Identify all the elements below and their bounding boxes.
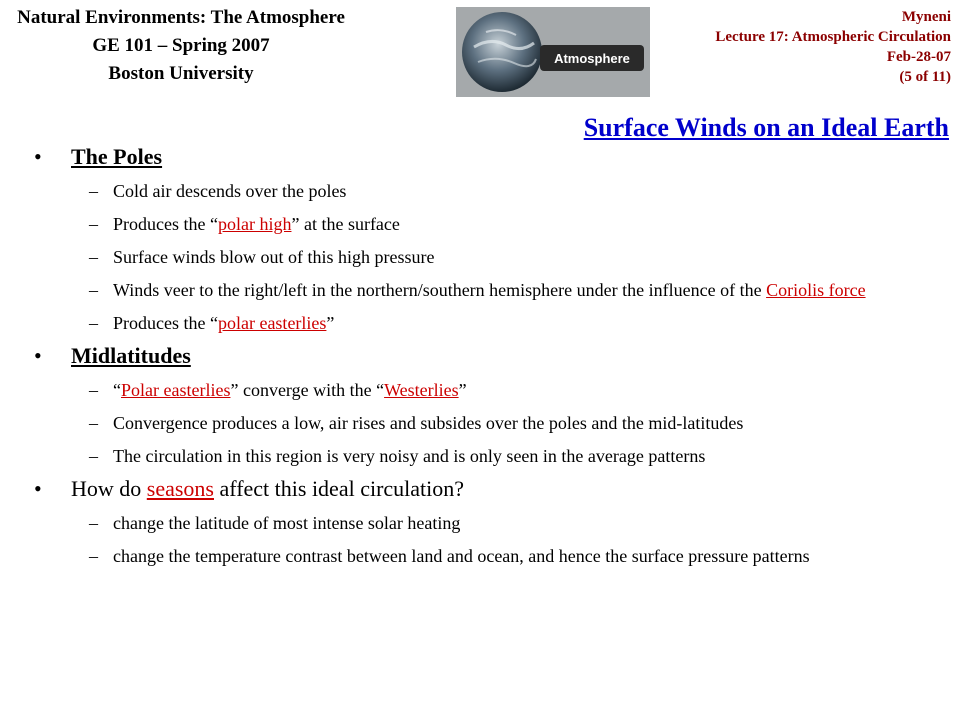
- dash-icon: –: [89, 247, 98, 267]
- dash-icon: –: [89, 313, 98, 333]
- dash-icon: –: [89, 380, 98, 400]
- list-item: – Produces the “polar high” at the surface: [89, 214, 400, 234]
- bullet-seasons: • How do seasons affect this ideal circulation?: [34, 476, 465, 501]
- logo-text: Atmosphere: [554, 51, 630, 66]
- list-item: – Winds veer to the right/left in the northern/southern hemisphere under the influence of the Coriolis force: [89, 280, 866, 300]
- course-university: Boston University: [108, 63, 254, 84]
- dash-icon: –: [89, 214, 98, 234]
- bullet-icon: •: [34, 476, 42, 501]
- link-polar-easterlies[interactable]: polar easterlies: [217, 313, 327, 333]
- link-seasons[interactable]: seasons: [146, 476, 214, 501]
- list-item: – Surface winds blow out of this high pressure: [89, 247, 435, 267]
- link-coriolis-force[interactable]: Coriolis force: [766, 280, 866, 300]
- slide-number: (5 of 11): [899, 69, 951, 85]
- slide-body: [34, 136, 924, 568]
- list-item: – The circulation in this region is very noisy and is only seen in the average patterns: [89, 446, 706, 466]
- link-polar-high[interactable]: polar high: [217, 214, 292, 234]
- list-item: – Produces the “polar easterlies”: [89, 313, 335, 333]
- lecture-title: Lecture 17: Atmospheric Circulation: [715, 29, 951, 45]
- list-item: – “Polar easterlies” converge with the “Westerlies”: [89, 380, 467, 400]
- list-item: – Convergence produces a low, air rises and subsides over the poles and the mid-latitudes: [89, 413, 744, 433]
- link-polar-easterlies-2[interactable]: Polar easterlies: [121, 380, 231, 400]
- atmosphere-logo: [456, 7, 650, 97]
- course-header: [0, 4, 362, 88]
- lecture-date: Feb-28-07: [886, 49, 951, 65]
- slide-title: Surface Winds on an Ideal Earth: [583, 113, 949, 142]
- dash-icon: –: [89, 413, 98, 433]
- link-westerlies[interactable]: Westerlies: [384, 380, 459, 400]
- bullet-icon: •: [34, 144, 42, 169]
- bullet-midlatitudes: [34, 343, 924, 369]
- course-title: Natural Environments: The Atmosphere: [17, 7, 345, 28]
- bullet-icon: •: [34, 343, 42, 368]
- section-heading: Midlatitudes: [71, 343, 191, 368]
- dash-icon: –: [89, 181, 98, 201]
- dash-icon: –: [89, 280, 98, 300]
- globe-icon: [456, 7, 650, 97]
- bullet-poles: [34, 144, 924, 170]
- course-term: GE 101 – Spring 2007: [92, 35, 270, 56]
- dash-icon: –: [89, 446, 98, 466]
- section-heading: The Poles: [71, 144, 163, 169]
- dash-icon: –: [89, 546, 98, 566]
- list-item: – change the latitude of most intense solar heating: [89, 513, 461, 533]
- dash-icon: –: [89, 513, 98, 533]
- list-item: – change the temperature contrast between land and ocean, and hence the surface pressure patterns: [89, 546, 810, 566]
- list-item: – Cold air descends over the poles: [89, 181, 347, 201]
- lecture-info: [715, 7, 951, 87]
- lecturer-name: Myneni: [901, 9, 951, 25]
